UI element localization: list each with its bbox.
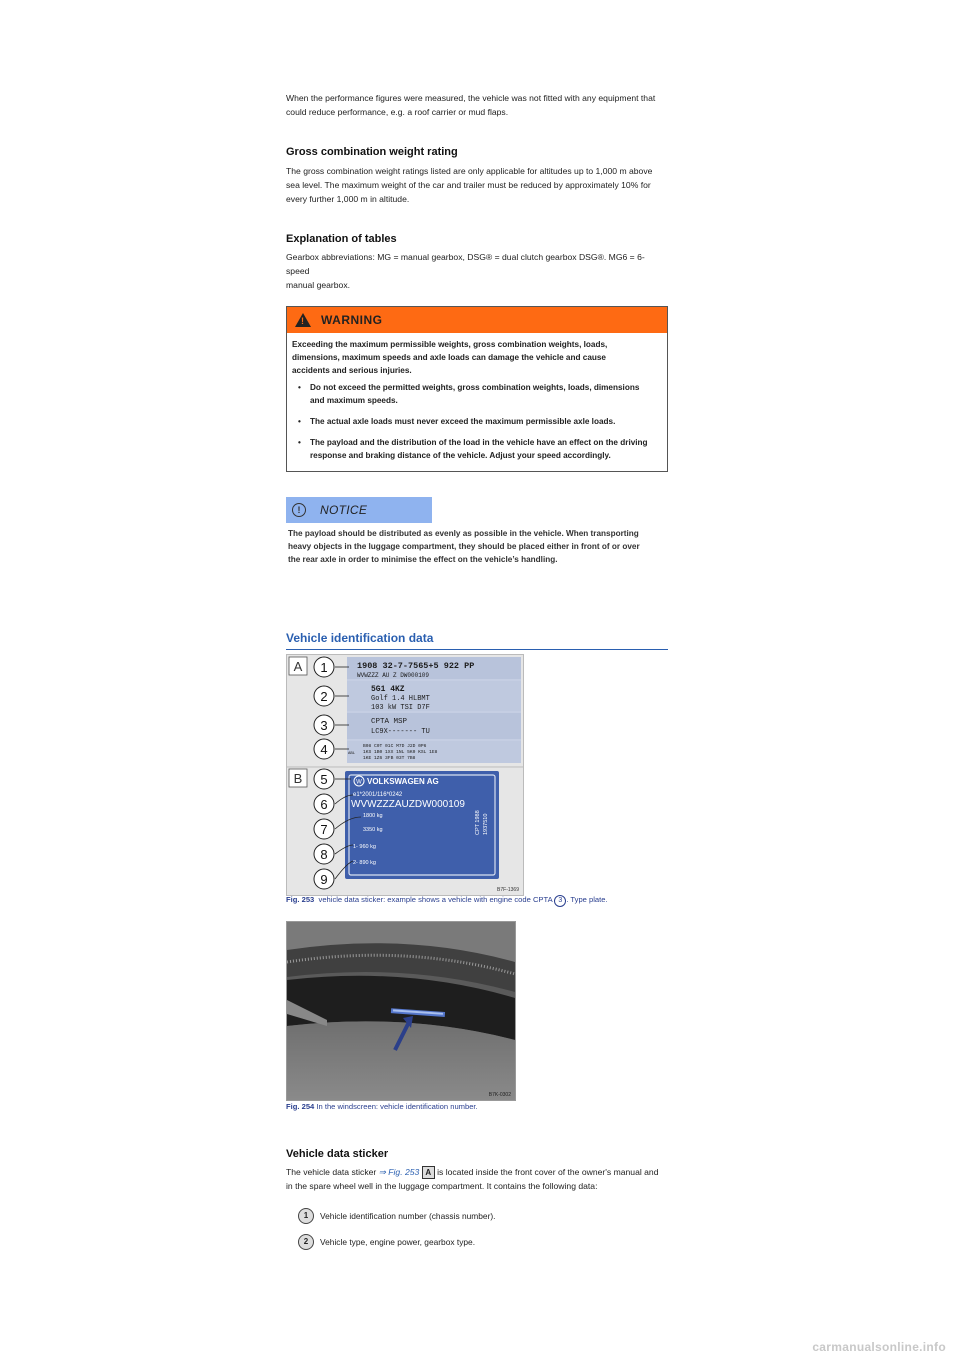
sticker-line-2a: 5G1 4KZ xyxy=(371,685,405,694)
sticker-p1-a: The vehicle data sticker xyxy=(286,1167,377,1177)
notice-line-1: The payload should be distributed as evenly as possible in the vehicle. When transporting xyxy=(288,529,639,538)
windscreen-vin-illustration xyxy=(287,922,515,1100)
sticker-abl: ABL xyxy=(348,752,356,756)
plate-vin: WVWZZZAUZDW000109 xyxy=(351,799,465,810)
fig254-caption-text: In the windscreen: vehicle identification number. xyxy=(316,1102,478,1111)
plate-weight-1: 1800 kg xyxy=(363,813,383,819)
item-number-2: 2 xyxy=(298,1234,314,1250)
sticker-line-1b: WVWZZZ AU Z DW000109 xyxy=(357,672,430,679)
fig253-caption xyxy=(286,894,608,907)
item-text-1: Vehicle identification number (chassis number). xyxy=(320,1211,496,1221)
gross-heading: Gross combination weight rating xyxy=(286,146,458,158)
gross-line-3: every further 1,000 m in altitude. xyxy=(286,194,410,204)
sticker-line-4a: B08 C0T 01C M7D J2D 0P6 xyxy=(363,744,427,749)
vehicle-data-sticker-illustration xyxy=(287,655,523,895)
callout-3: 3 xyxy=(320,718,328,733)
tables-paragraph xyxy=(286,250,668,292)
panel-a-label: A xyxy=(293,659,303,674)
sticker-line-2c: 103 kW TSI D7F xyxy=(371,704,430,712)
fig253-code: B7F-1369 xyxy=(497,887,519,893)
sticker-p2: in the spare wheel well in the luggage compartment. It contains the following data: xyxy=(286,1181,598,1192)
plate-side-1: CPT 1988 xyxy=(475,810,481,835)
item-text-2: Vehicle type, engine power, gearbox type. xyxy=(320,1237,476,1247)
list-item xyxy=(298,1208,496,1224)
callout-6: 6 xyxy=(320,797,328,812)
gross-line-1: The gross combination weight ratings listed are only applicable for altitudes up to 1,000 m above xyxy=(286,166,653,176)
warning-bullet-1 xyxy=(292,381,661,407)
warning-intro-1: Exceeding the maximum permissible weights, gross combination weights, loads, xyxy=(292,340,608,349)
intro-line-1: When the performance figures were measured, the vehicle was not fitted with any equipment that xyxy=(286,93,656,103)
notice-header xyxy=(286,497,432,523)
sticker-line-3b: LC9X------- TU xyxy=(371,728,430,736)
notice-line-3: the rear axle in order to minimise the effect on the vehicle’s handling. xyxy=(288,555,558,564)
tables-line-2: manual gearbox. xyxy=(286,280,351,290)
warning-label: WARNING xyxy=(321,313,383,327)
sticker-heading: Vehicle data sticker xyxy=(286,1148,389,1160)
sticker-line-4c: 1KE 1Z6 3FB 03T 7B8 xyxy=(363,756,416,761)
warning-bullet-1-a: • Do not exceed the permitted weights, gross combination weights, loads, dimensions xyxy=(310,383,640,392)
callout-4: 4 xyxy=(320,742,328,757)
warning-header xyxy=(287,307,667,333)
warning-bullet-3 xyxy=(292,436,661,462)
warning-triangle-icon: ! xyxy=(295,313,311,327)
callout-7: 7 xyxy=(320,822,328,837)
plate-weight-3: 1- 960 kg xyxy=(353,844,376,850)
warning-body xyxy=(287,333,667,462)
figure-254 xyxy=(286,921,516,1101)
intro-line-2: could reduce performance, e.g. a roof carrier or mud flaps. xyxy=(286,107,509,117)
warning-bullet-3-b: response and braking distance of the vehicle. Adjust your speed accordingly. xyxy=(310,451,611,460)
sticker-line-1: 1908 32-7-7565+5 922 PP xyxy=(357,661,475,671)
warning-bullet-3-a: • The payload and the distribution of the load in the vehicle have an effect on the driving xyxy=(310,438,648,447)
sticker-line-3a: CPTA MSP xyxy=(371,718,408,726)
section-title: Vehicle identification data xyxy=(286,631,434,645)
plate-weight-4: 2- 890 kg xyxy=(353,860,376,866)
callout-8: 8 xyxy=(320,847,328,862)
callout-5: 5 xyxy=(320,772,328,787)
exclamation-circle-icon: ! xyxy=(292,503,306,517)
warning-list xyxy=(292,381,661,462)
fig253-caption-callout: 3 xyxy=(554,895,566,907)
callout-9: 9 xyxy=(320,872,328,887)
intro-paragraph xyxy=(286,91,655,119)
sticker-line-2b: Golf 1.4 HLBMT xyxy=(371,695,430,703)
callout-1: 1 xyxy=(320,660,328,675)
notice-line-2: heavy objects in the luggage compartment, they should be placed either in front of or over xyxy=(288,542,640,551)
plate-brand: VOLKSWAGEN AG xyxy=(367,777,439,786)
fig253-caption-text: vehicle data sticker: example shows a vehicle with engine code CPTA xyxy=(318,895,553,904)
plate-weight-2: 3350 kg xyxy=(363,827,383,833)
gross-line-2: sea level. The maximum weight of the car and trailer must be reduced by approximately 10% for xyxy=(286,180,651,190)
plate-side-2: 1937510 xyxy=(483,813,489,835)
fig254-caption-label: Fig. 254 xyxy=(286,1102,315,1111)
fig253-caption-end: . Type plate. xyxy=(566,895,608,904)
warning-intro-2: dimensions, maximum speeds and axle loads can damage the vehicle and cause xyxy=(292,353,606,362)
sticker-paragraph xyxy=(286,1165,676,1193)
gross-paragraph xyxy=(286,164,652,206)
list-item xyxy=(298,1234,475,1250)
item-number-1: 1 xyxy=(298,1208,314,1224)
warning-bullet-2 xyxy=(292,415,661,428)
site-watermark: carmanualsonline.info xyxy=(812,1340,946,1354)
notice-body xyxy=(288,527,664,566)
fig253-caption-label: Fig. 253 xyxy=(286,895,315,904)
sticker-line-4b: 1KS 1B0 1XX 1NL 5K0 KSL 1E8 xyxy=(363,750,438,755)
warning-bullet-2-a: • The actual axle loads must never exceed the maximum permissible axle loads. xyxy=(310,417,616,426)
svg-text:W: W xyxy=(356,779,362,786)
panel-b-label: B xyxy=(293,771,303,786)
warning-box xyxy=(286,306,668,472)
tables-line-1: Gearbox abbreviations: MG = manual gearbox, DSG® = dual clutch gearbox DSG®. MG6 = 6-speed xyxy=(286,252,645,276)
panel-a-key: A xyxy=(422,1166,435,1179)
figure-253 xyxy=(286,654,524,896)
fig254-code: B7K-0302 xyxy=(488,1092,511,1098)
warning-intro-3: accidents and serious injuries. xyxy=(292,366,412,375)
callout-2: 2 xyxy=(320,689,328,704)
tables-heading: Explanation of tables xyxy=(286,233,397,245)
plate-approval: e1*2001/116*0242 xyxy=(353,792,403,798)
warning-bullet-1-b: and maximum speeds. xyxy=(310,396,398,405)
fig253-link[interactable]: ⇒ Fig. 253 xyxy=(378,1167,420,1177)
section-heading xyxy=(286,629,668,650)
notice-label: NOTICE xyxy=(320,503,368,517)
sticker-p1-b: is located inside the front cover of the owner's manual and xyxy=(437,1167,659,1177)
fig254-caption xyxy=(286,1101,478,1112)
